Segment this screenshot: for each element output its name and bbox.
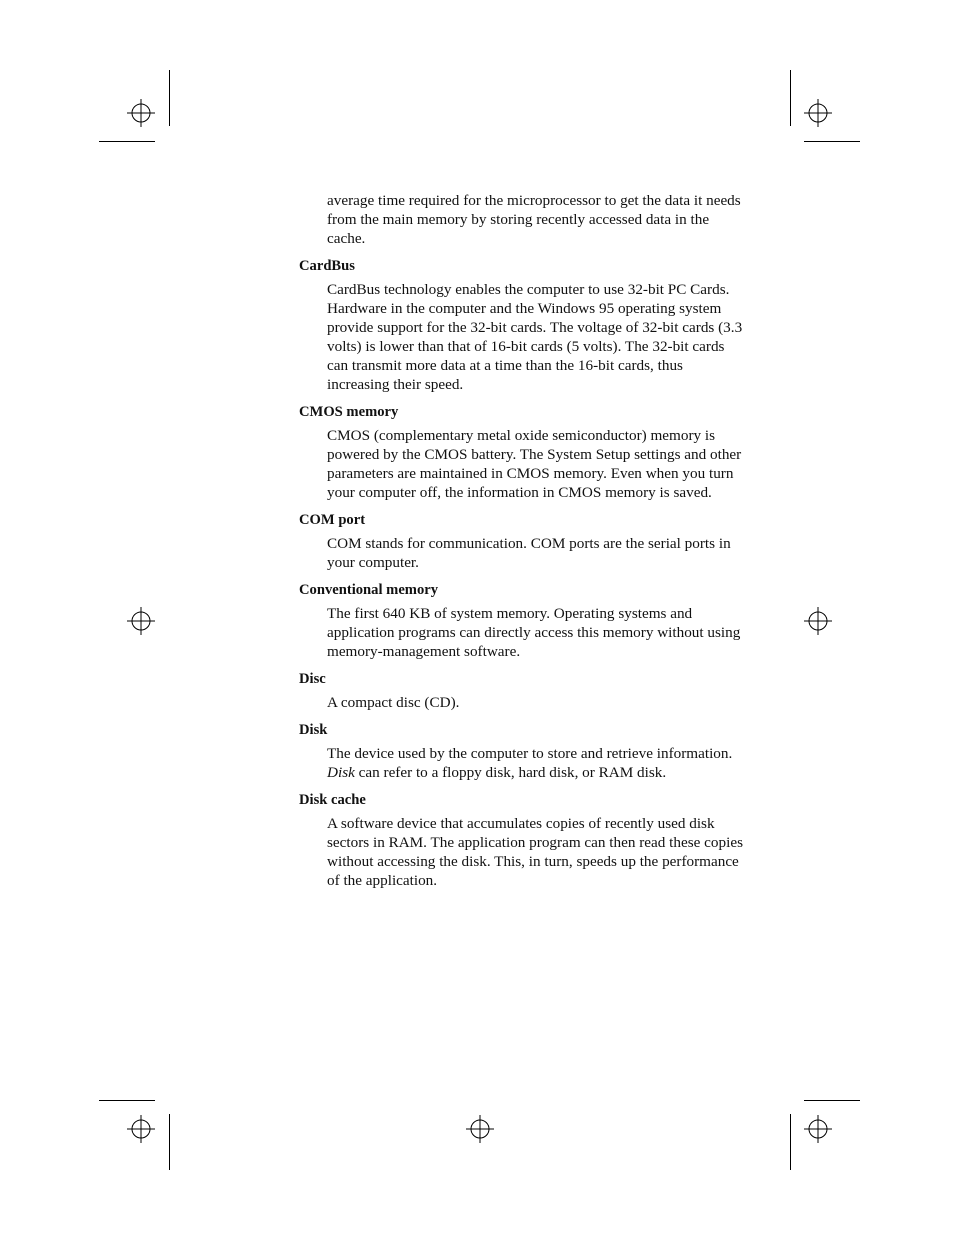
- glossary-term: CMOS memory: [299, 404, 399, 420]
- glossary-definition: CardBus technology enables the computer to use 32-bit PC Cards. Hardware in the computer and the Windows 95 operating system provide support for the 32-bit cards. The voltage of 32-bit cards (3.3 volts) is lower than that of 16-bit cards (5 volts). The 32-bit cards can transmit more data at a time than the 16-bit cards, thus increasing their speed.: [327, 281, 743, 393]
- glossary-definition: COM stands for communication. COM ports are the serial ports in your computer.: [327, 535, 731, 571]
- registration-mark-bottom-left-icon: [127, 1115, 155, 1143]
- definition-text: The device used by the computer to store and retrieve information.: [327, 745, 733, 762]
- glossary-term: CardBus: [299, 258, 355, 274]
- crop-mark-top-left-horizontal: [99, 141, 155, 142]
- registration-mark-top-right-icon: [804, 99, 832, 127]
- glossary-entry-cmos-memory: [299, 403, 744, 502]
- definition-italic-term: Disk: [327, 764, 355, 781]
- crop-mark-bottom-right-vertical: [790, 1114, 791, 1170]
- registration-mark-bottom-right-icon: [804, 1115, 832, 1143]
- glossary-entry-cardbus: [299, 257, 744, 394]
- glossary-definition: A compact disc (CD).: [327, 694, 460, 711]
- glossary-definition: CMOS (complementary metal oxide semiconductor) memory is powered by the CMOS battery. The System Setup settings and other parameters are maintained in CMOS memory. Even when you turn your computer off, the information in CMOS memory is saved.: [327, 427, 742, 501]
- crop-mark-bottom-left-vertical: [169, 1114, 170, 1170]
- crop-mark-bottom-right-horizontal: [804, 1100, 860, 1101]
- glossary-entry-disc: [299, 670, 744, 712]
- definition-text: can refer to a floppy disk, hard disk, or RAM disk.: [354, 764, 667, 781]
- glossary-term: COM port: [299, 512, 366, 528]
- glossary-definition: [327, 744, 744, 782]
- glossary-entry-disk: [299, 721, 744, 782]
- registration-mark-bottom-center-icon: [466, 1115, 494, 1143]
- glossary-entry-conventional-memory: [299, 581, 744, 661]
- crop-mark-top-left-vertical: [169, 70, 170, 126]
- glossary-term: Disk: [299, 722, 328, 738]
- registration-mark-mid-left-icon: [127, 607, 155, 635]
- crop-mark-top-right-vertical: [790, 70, 791, 126]
- registration-mark-mid-right-icon: [804, 607, 832, 635]
- glossary-entry-disk-cache: [299, 791, 744, 890]
- crop-mark-bottom-left-horizontal: [99, 1100, 155, 1101]
- glossary-body: [299, 191, 744, 890]
- crop-mark-top-right-horizontal: [804, 141, 860, 142]
- glossary-term: Disc: [299, 671, 326, 687]
- glossary-definition: The first 640 KB of system memory. Operating systems and application programs can directly access this memory without using memory-management software.: [327, 605, 741, 660]
- intro-paragraph: average time required for the microprocessor to get the data it needs from the main memory by storing recently accessed data in the cache.: [327, 192, 741, 247]
- glossary-entry-com-port: [299, 511, 744, 572]
- glossary-definition: A software device that accumulates copies of recently used disk sectors in RAM. The application program can then read these copies without accessing the disk. This, in turn, speeds up the performance of the application.: [327, 815, 743, 889]
- registration-mark-top-left-icon: [127, 99, 155, 127]
- glossary-term: Disk cache: [299, 792, 366, 808]
- glossary-term: Conventional memory: [299, 582, 439, 598]
